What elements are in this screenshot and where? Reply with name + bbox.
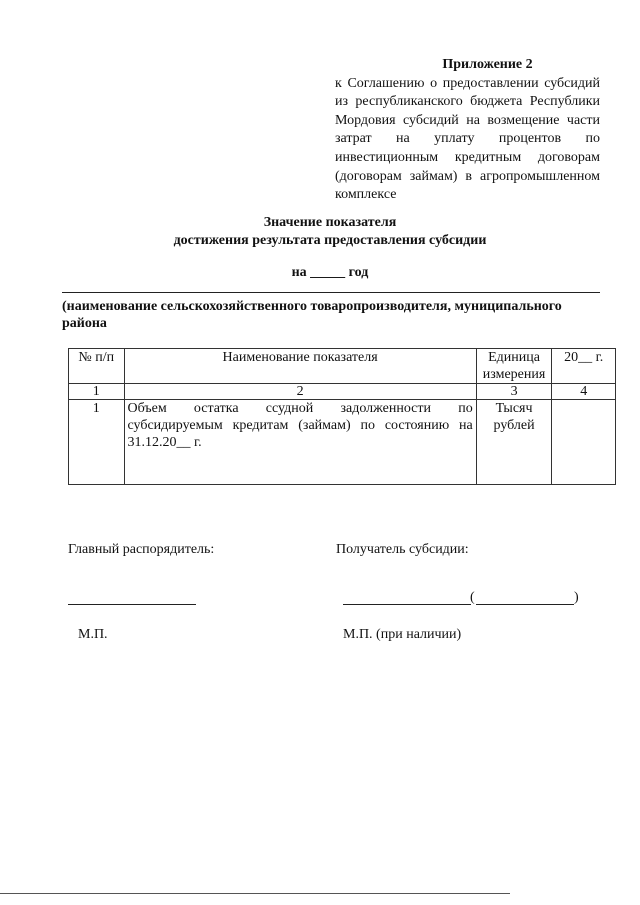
table-row — [69, 400, 616, 485]
producer-caption: (наименование сельскохозяйственного товаропроизводителя, муниципального района — [62, 299, 562, 331]
left-stamp-place: М.П. — [78, 627, 108, 642]
column-number: 3 — [476, 384, 552, 400]
row-unit: Тысяч рублей — [476, 400, 552, 485]
paren-close: ) — [574, 590, 579, 605]
column-number: 4 — [552, 384, 616, 400]
recipient-signature-line — [343, 604, 471, 605]
title-line-1: Значение показателя — [263, 215, 397, 230]
year-line: на _____ год — [291, 265, 369, 280]
indicators-table — [68, 348, 616, 485]
title-line-2: достижения результата предоставления субсидии — [173, 233, 487, 248]
recipient-label: Получатель субсидии: — [336, 542, 469, 557]
annex-title: Приложение 2 — [442, 57, 533, 72]
row-value — [552, 400, 616, 485]
header-name: Наименование показателя — [124, 349, 476, 384]
row-num: 1 — [69, 400, 125, 485]
footer-divider — [0, 893, 510, 894]
chief-manager-label: Главный распорядитель: — [68, 542, 215, 557]
column-number: 2 — [124, 384, 476, 400]
column-number: 1 — [69, 384, 125, 400]
header-value: 20__ г. — [552, 349, 616, 384]
document-title — [60, 214, 600, 250]
recipient-name-line — [476, 604, 574, 605]
header-unit: Единица измерения — [476, 349, 552, 384]
header-num: № п/п — [69, 349, 125, 384]
annex-block — [335, 56, 600, 205]
annex-text: к Соглашению о предоставлении субсидий из республиканского бюджета Республики Мордовия субсидий на возмещение части затрат на уплату процентов по инвестиционным кредитным договорам (договорам займам) в агропромышленном комплексе — [335, 75, 600, 203]
right-stamp-place: М.П. (при наличии) — [343, 627, 462, 642]
chief-manager-signature-line — [68, 604, 196, 605]
producer-name-line — [62, 292, 600, 293]
table-header-row — [69, 349, 616, 384]
row-indicator-name: Объем остатка ссудной задолженности по субсидируемым кредитам (займам) по состоянию на 31.12.20__ г. — [124, 400, 476, 485]
column-numbers-row — [69, 384, 616, 400]
paren-open: ( — [470, 590, 475, 605]
